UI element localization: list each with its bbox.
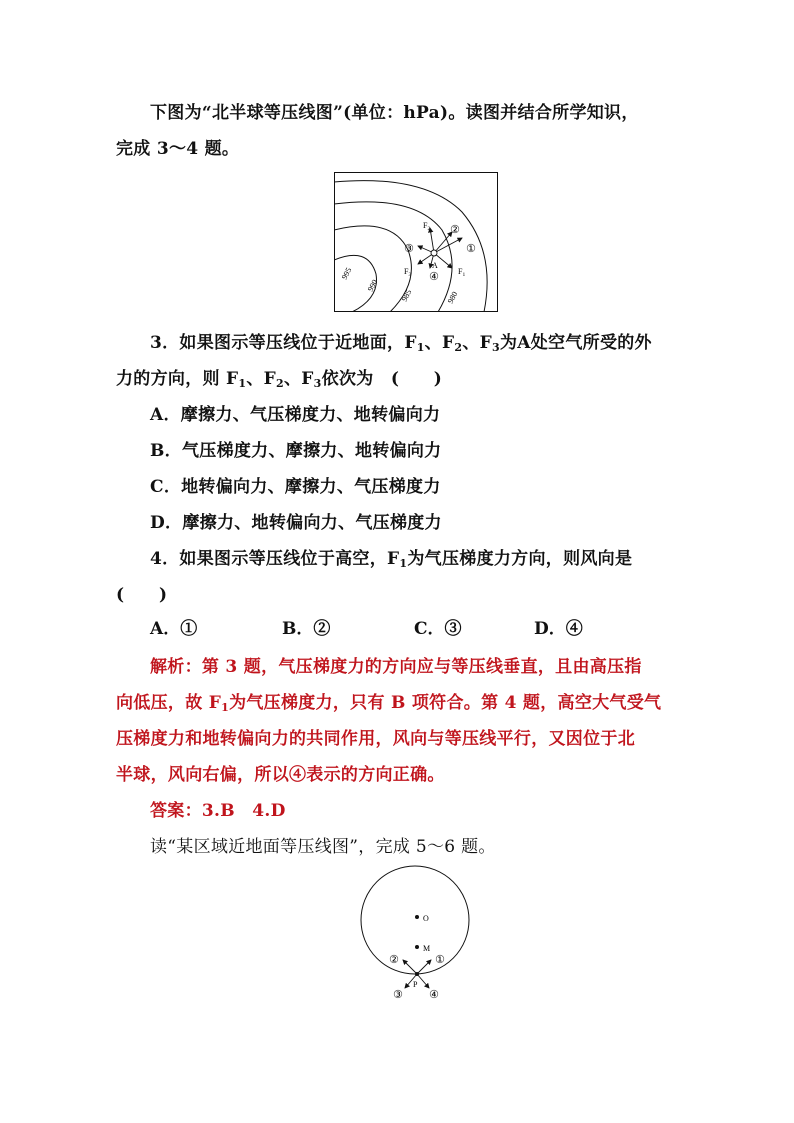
point-p-label: P (413, 980, 418, 989)
q4-option-a: A．① (150, 619, 198, 639)
isobar-label-990: 990 (365, 278, 380, 293)
point-a-dot (431, 250, 437, 256)
analysis-line-4: 半球，风向右偏，所以④表示的方向正确。 (116, 765, 445, 785)
point-m-label: M (423, 944, 431, 953)
point-m (415, 945, 419, 949)
mark-2: ② (450, 223, 460, 236)
arrow-4 (417, 974, 429, 988)
isobar-circle (361, 866, 469, 974)
isobar-label-995: 995 (339, 266, 354, 281)
q3-option-a: A．摩擦力、气压梯度力、地转偏向力 (150, 405, 441, 425)
analysis-line-1: 解析：第 3 题，气压梯度力的方向应与等压线垂直，且由高压指 (150, 657, 642, 677)
answer-line: 答案：3.B 4.D (150, 801, 286, 821)
intro-line-2: 完成 3～4 题。 (116, 139, 240, 159)
point-o-label: O (423, 914, 429, 923)
mark-4: ④ (429, 988, 439, 1001)
point-o (415, 915, 419, 919)
mark-3: ③ (404, 242, 414, 255)
q4-stem-line-2: ( ) (116, 585, 168, 605)
mark-1: ① (466, 242, 476, 255)
q4-option-c: C．③ (414, 619, 462, 639)
q3-option-b: B．气压梯度力、摩擦力、地转偏向力 (150, 441, 442, 461)
q4-option-b: B．② (282, 619, 331, 639)
f2-label: $F_2$ (423, 221, 431, 232)
q3-option-d: D．摩擦力、地转偏向力、气压梯度力 (150, 513, 442, 533)
analysis-line-2: 向低压，故 $F_1$为气压梯度力，只有 B 项符合。第 4 题，高空大气受气 (116, 693, 662, 714)
mark-4: ④ (429, 270, 439, 283)
mark-1: ① (435, 953, 445, 966)
q3-stem-line-2: 力的方向，则 $F_1$、$F_2$、$F_3$依次为 ( ) (116, 369, 443, 390)
q4-option-d: D．④ (534, 619, 583, 639)
mark-2: ② (389, 953, 399, 966)
q4-stem-line-1: 4．如果图示等压线位于高空，$F_1$为气压梯度力方向，则风向是 (150, 549, 633, 570)
isobar-label-985: 985 (399, 288, 414, 303)
point-p (415, 972, 419, 976)
analysis-line-3: 压梯度力和地转偏向力的共同作用，风向与等压线平行，又因位于北 (116, 729, 635, 749)
isobar-figure (334, 172, 498, 312)
point-a-label: A (432, 261, 438, 270)
isobar-label-980: 980 (445, 290, 460, 305)
arrow-2 (403, 960, 417, 974)
intro-line-1: 下图为“北半球等压线图”(单位：hPa)。读图并结合所学知识， (150, 103, 639, 123)
circle-isobar-figure (355, 865, 475, 1005)
intro2-line: 读“某区域近地面等压线图”，完成 5～6 题。 (150, 837, 496, 857)
mark-3: ③ (393, 988, 403, 1001)
q3-stem-line-1: 3．如果图示等压线位于近地面，$F_1$、$F_2$、$F_3$为A处空气所受的外 (150, 333, 652, 354)
q3-option-c: C．地转偏向力、摩擦力、气压梯度力 (150, 477, 441, 497)
f1-label: $F_1$ (458, 267, 466, 278)
f3-label: $F_3$ (404, 267, 412, 278)
